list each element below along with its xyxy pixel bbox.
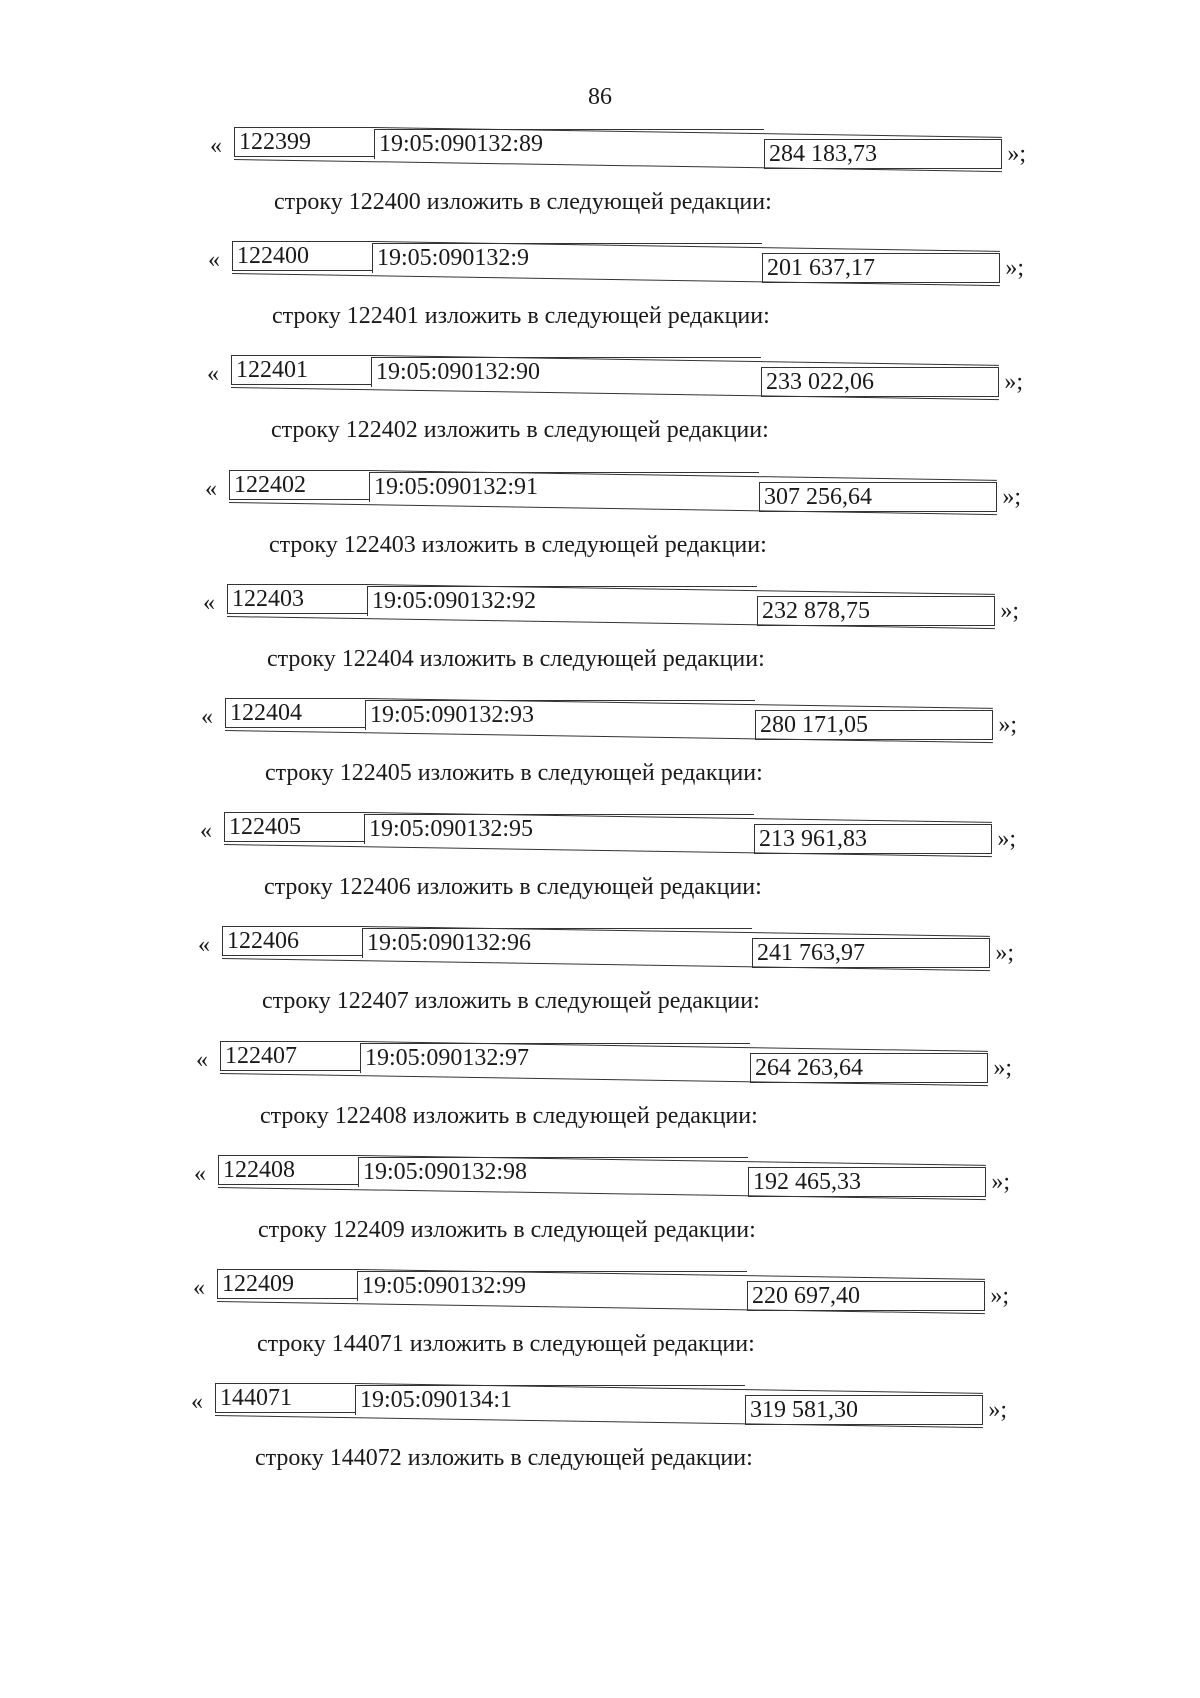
opening-quote: « [201, 704, 213, 730]
table-row [194, 1157, 1010, 1195]
closing-quote: »; [991, 1169, 1010, 1195]
opening-quote: « [196, 1047, 208, 1073]
cadastral-value-cell: 307 256,64 [759, 482, 997, 512]
closing-quote: »; [998, 712, 1017, 738]
cadastral-number-cell: 19:05:090132:97 [360, 1043, 750, 1073]
cadastral-value-cell: 232 878,75 [757, 596, 995, 626]
opening-quote: « [203, 590, 215, 616]
closing-quote: »; [990, 1283, 1009, 1309]
row-number-cell: 122405 [224, 812, 364, 842]
closing-quote: »; [1000, 598, 1019, 624]
opening-quote: « [210, 133, 222, 159]
closing-quote: »; [995, 940, 1014, 966]
row-number-cell: 122406 [222, 926, 362, 956]
table-row [210, 129, 1026, 167]
table-row [203, 586, 1019, 624]
row-number-cell: 122400 [232, 241, 372, 271]
instruction-text: строку 144071 изложить в следующей редакции: [257, 1331, 755, 1357]
cadastral-value-cell: 233 022,06 [761, 367, 999, 397]
table-row [200, 814, 1016, 852]
cadastral-value-cell: 241 763,97 [752, 938, 990, 968]
cadastral-number-cell: 19:05:090132:91 [369, 472, 759, 502]
cadastral-value-cell: 192 465,33 [748, 1167, 986, 1197]
row-number-cell: 122404 [225, 698, 365, 728]
table-row [207, 357, 1023, 395]
closing-quote: »; [1004, 369, 1023, 395]
instruction-text: строку 122408 изложить в следующей редакции: [260, 1103, 758, 1129]
closing-quote: »; [1002, 484, 1021, 510]
cadastral-value-cell: 319 581,30 [745, 1395, 983, 1425]
table-row [205, 472, 1021, 510]
cadastral-value-cell: 264 263,64 [750, 1053, 988, 1083]
opening-quote: « [198, 932, 210, 958]
instruction-text: строку 122404 изложить в следующей редакции: [267, 646, 765, 672]
cadastral-number-cell: 19:05:090132:89 [374, 129, 764, 159]
table-row [191, 1385, 1007, 1423]
instruction-text: строку 122401 изложить в следующей редакции: [272, 303, 770, 329]
cadastral-number-cell: 19:05:090132:99 [357, 1271, 747, 1301]
closing-quote: »; [997, 826, 1016, 852]
row-number-cell: 144071 [215, 1383, 355, 1413]
table-row [196, 1043, 1012, 1081]
row-number-cell: 122402 [229, 470, 369, 500]
cadastral-number-cell: 19:05:090132:96 [362, 928, 752, 958]
instruction-text: строку 122406 изложить в следующей редакции: [264, 874, 762, 900]
row-number-cell: 122401 [231, 355, 371, 385]
row-number-cell: 122407 [220, 1041, 360, 1071]
cadastral-value-cell: 280 171,05 [755, 710, 993, 740]
instruction-text: строку 122402 изложить в следующей редакции: [271, 417, 769, 443]
cadastral-number-cell: 19:05:090132:9 [372, 243, 762, 273]
cadastral-number-cell: 19:05:090132:92 [367, 586, 757, 616]
cadastral-value-cell: 201 637,17 [762, 253, 1000, 283]
instruction-text: строку 122405 изложить в следующей редакции: [265, 760, 763, 786]
row-number-cell: 122399 [234, 127, 374, 157]
opening-quote: « [193, 1275, 205, 1301]
cadastral-number-cell: 19:05:090132:95 [364, 814, 754, 844]
opening-quote: « [207, 361, 219, 387]
row-number-cell: 122409 [217, 1269, 357, 1299]
closing-quote: »; [993, 1055, 1012, 1081]
opening-quote: « [205, 476, 217, 502]
row-number-cell: 122408 [218, 1155, 358, 1185]
cadastral-number-cell: 19:05:090132:93 [365, 700, 755, 730]
closing-quote: »; [988, 1397, 1007, 1423]
cadastral-value-cell: 220 697,40 [747, 1281, 985, 1311]
table-row [201, 700, 1017, 738]
instruction-text: строку 122407 изложить в следующей редакции: [262, 988, 760, 1014]
cadastral-value-cell: 213 961,83 [754, 824, 992, 854]
cadastral-number-cell: 19:05:090134:1 [355, 1385, 745, 1415]
closing-quote: »; [1005, 255, 1024, 281]
cadastral-value-cell: 284 183,73 [764, 139, 1002, 169]
opening-quote: « [194, 1161, 206, 1187]
table-row [208, 243, 1024, 281]
instruction-text: строку 122409 изложить в следующей редакции: [258, 1217, 756, 1243]
cadastral-number-cell: 19:05:090132:90 [371, 357, 761, 387]
instruction-text: строку 144072 изложить в следующей редакции: [255, 1445, 753, 1471]
instruction-text: строку 122403 изложить в следующей редакции: [269, 532, 767, 558]
page-number: 86 [588, 84, 612, 110]
opening-quote: « [191, 1389, 203, 1415]
instruction-text: строку 122400 изложить в следующей редакции: [274, 189, 772, 215]
table-row [193, 1271, 1009, 1309]
closing-quote: »; [1007, 141, 1026, 167]
opening-quote: « [208, 247, 220, 273]
opening-quote: « [200, 818, 212, 844]
table-row [198, 928, 1014, 966]
cadastral-number-cell: 19:05:090132:98 [358, 1157, 748, 1187]
row-number-cell: 122403 [227, 584, 367, 614]
